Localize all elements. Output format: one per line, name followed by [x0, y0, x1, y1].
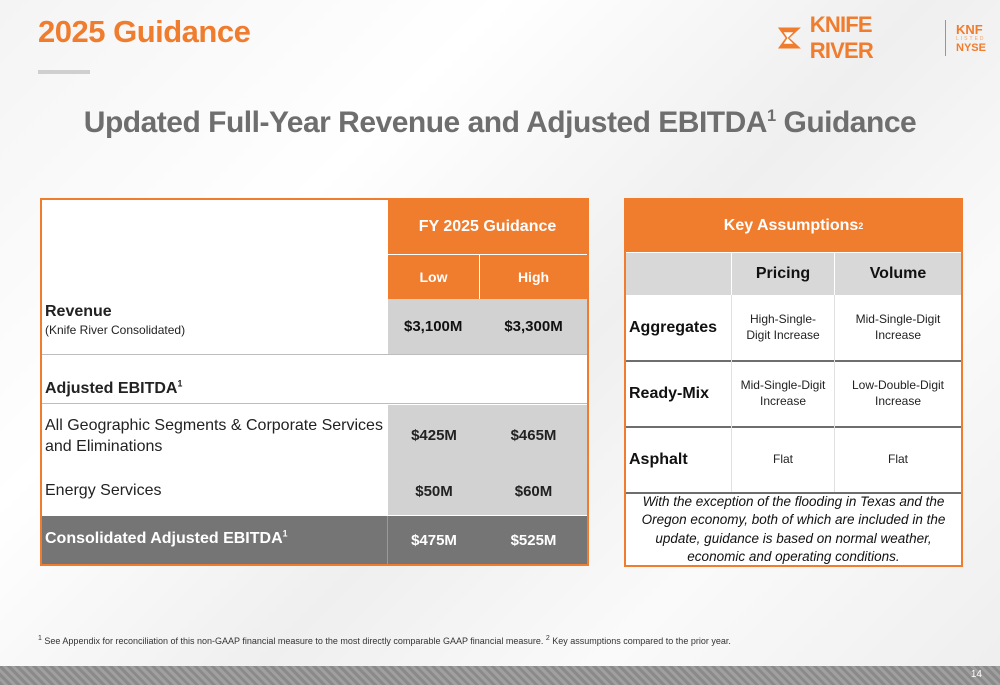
revenue-label: Revenue — [45, 303, 112, 320]
energy-low-value: $50M — [415, 482, 453, 500]
asphalt-volume: Flat — [887, 452, 908, 467]
adjusted-ebitda-footnote-ref: 1 — [177, 378, 183, 389]
footnote-ref-2: 2 — [545, 635, 550, 642]
ready-mix-volume: Low-Double-Digit Increase — [851, 378, 945, 408]
aggregates-label: Aggregates — [629, 319, 718, 336]
adjusted-ebitda-row — [42, 356, 587, 404]
column-volume-header: Volume — [835, 253, 961, 295]
consolidated-ebitda-row — [42, 516, 587, 564]
knife-river-logo-icon — [776, 23, 805, 53]
key-assumptions-header: Key Assumptions 2 — [626, 200, 961, 252]
page-title: 2025 Guidance — [38, 14, 251, 49]
key-assumptions-title: Key Assumptions — [723, 217, 859, 234]
guidance-header: FY 2025 Guidance — [388, 200, 587, 254]
energy-services-label: Energy Services — [45, 482, 162, 499]
key-assumptions-table — [624, 198, 963, 567]
logo-divider — [945, 20, 946, 56]
subtitle-footnote-ref: 1 — [766, 107, 776, 125]
segments-low-value: $425M — [411, 426, 457, 444]
energy-high-value: $60M — [514, 482, 553, 500]
column-high-header: High — [480, 255, 587, 299]
consolidated-ebitda-footnote-ref: 1 — [282, 528, 288, 539]
company-logo — [776, 12, 986, 63]
stock-ticker — [956, 23, 986, 54]
aggregates-pricing: High-Single-Digit Increase — [746, 312, 820, 342]
column-pricing-header: Pricing — [732, 253, 834, 295]
revenue-sublabel: (Knife River Consolidated) — [45, 323, 186, 337]
footnote — [38, 636, 731, 646]
adjusted-ebitda-label — [45, 380, 182, 398]
asphalt-label: Asphalt — [629, 451, 688, 468]
subtitle-tail: Guidance — [775, 106, 917, 139]
consolidated-high-value: $525M — [510, 531, 557, 549]
assumptions-note: With the exception of the flooding in Texas and the Oregon economy, both of which are included in the update, guidance is based on normal weather, economic and operating conditions. — [641, 494, 946, 564]
consolidated-ebitda-label — [45, 530, 288, 548]
page-number: 14 — [970, 669, 982, 680]
exchange-label: NYSE — [956, 41, 986, 54]
aggregates-volume: Mid-Single-Digit Increase — [855, 312, 941, 342]
assumptions-corner-cell — [626, 253, 731, 295]
segments-label: All Geographic Segments & Corporate Services and Eliminations — [45, 417, 383, 455]
footnote-ref-1: 1 — [38, 635, 42, 642]
logo-wordmark: KNIFE RIVER — [809, 12, 874, 63]
segments-row — [42, 405, 587, 515]
footer-bar — [0, 666, 1000, 685]
segments-high-value: $465M — [510, 426, 557, 444]
revenue-high-value: $3,300M — [504, 318, 563, 335]
asphalt-pricing: Flat — [772, 452, 793, 467]
slide-subtitle — [0, 106, 1000, 140]
footnote-text-2: Key assumptions compared to the prior year. — [549, 636, 731, 646]
adjusted-ebitda-text: Adjusted EBITDA — [45, 380, 178, 397]
title-underline — [38, 70, 90, 74]
consolidated-low-value: $475M — [411, 531, 457, 549]
footnote-text-1: See Appendix for reconciliation of this non-GAAP financial measure to the most directly comparable GAAP financial measure. — [41, 636, 546, 646]
ready-mix-label: Ready-Mix — [629, 385, 710, 402]
ticker-symbol: KNF — [956, 21, 983, 37]
listed-label: LISTED — [956, 35, 986, 42]
column-low-header: Low — [388, 255, 479, 299]
subtitle-main: Updated Full-Year Revenue and Adjusted EBITDA — [83, 106, 767, 139]
ready-mix-pricing: Mid-Single-Digit Increase — [740, 378, 826, 408]
revenue-label-cell — [45, 303, 385, 337]
revenue-low-value: $3,100M — [388, 299, 587, 354]
consolidated-ebitda-text: Consolidated Adjusted EBITDA — [45, 530, 283, 547]
guidance-table — [40, 198, 589, 566]
revenue-row — [42, 299, 587, 355]
